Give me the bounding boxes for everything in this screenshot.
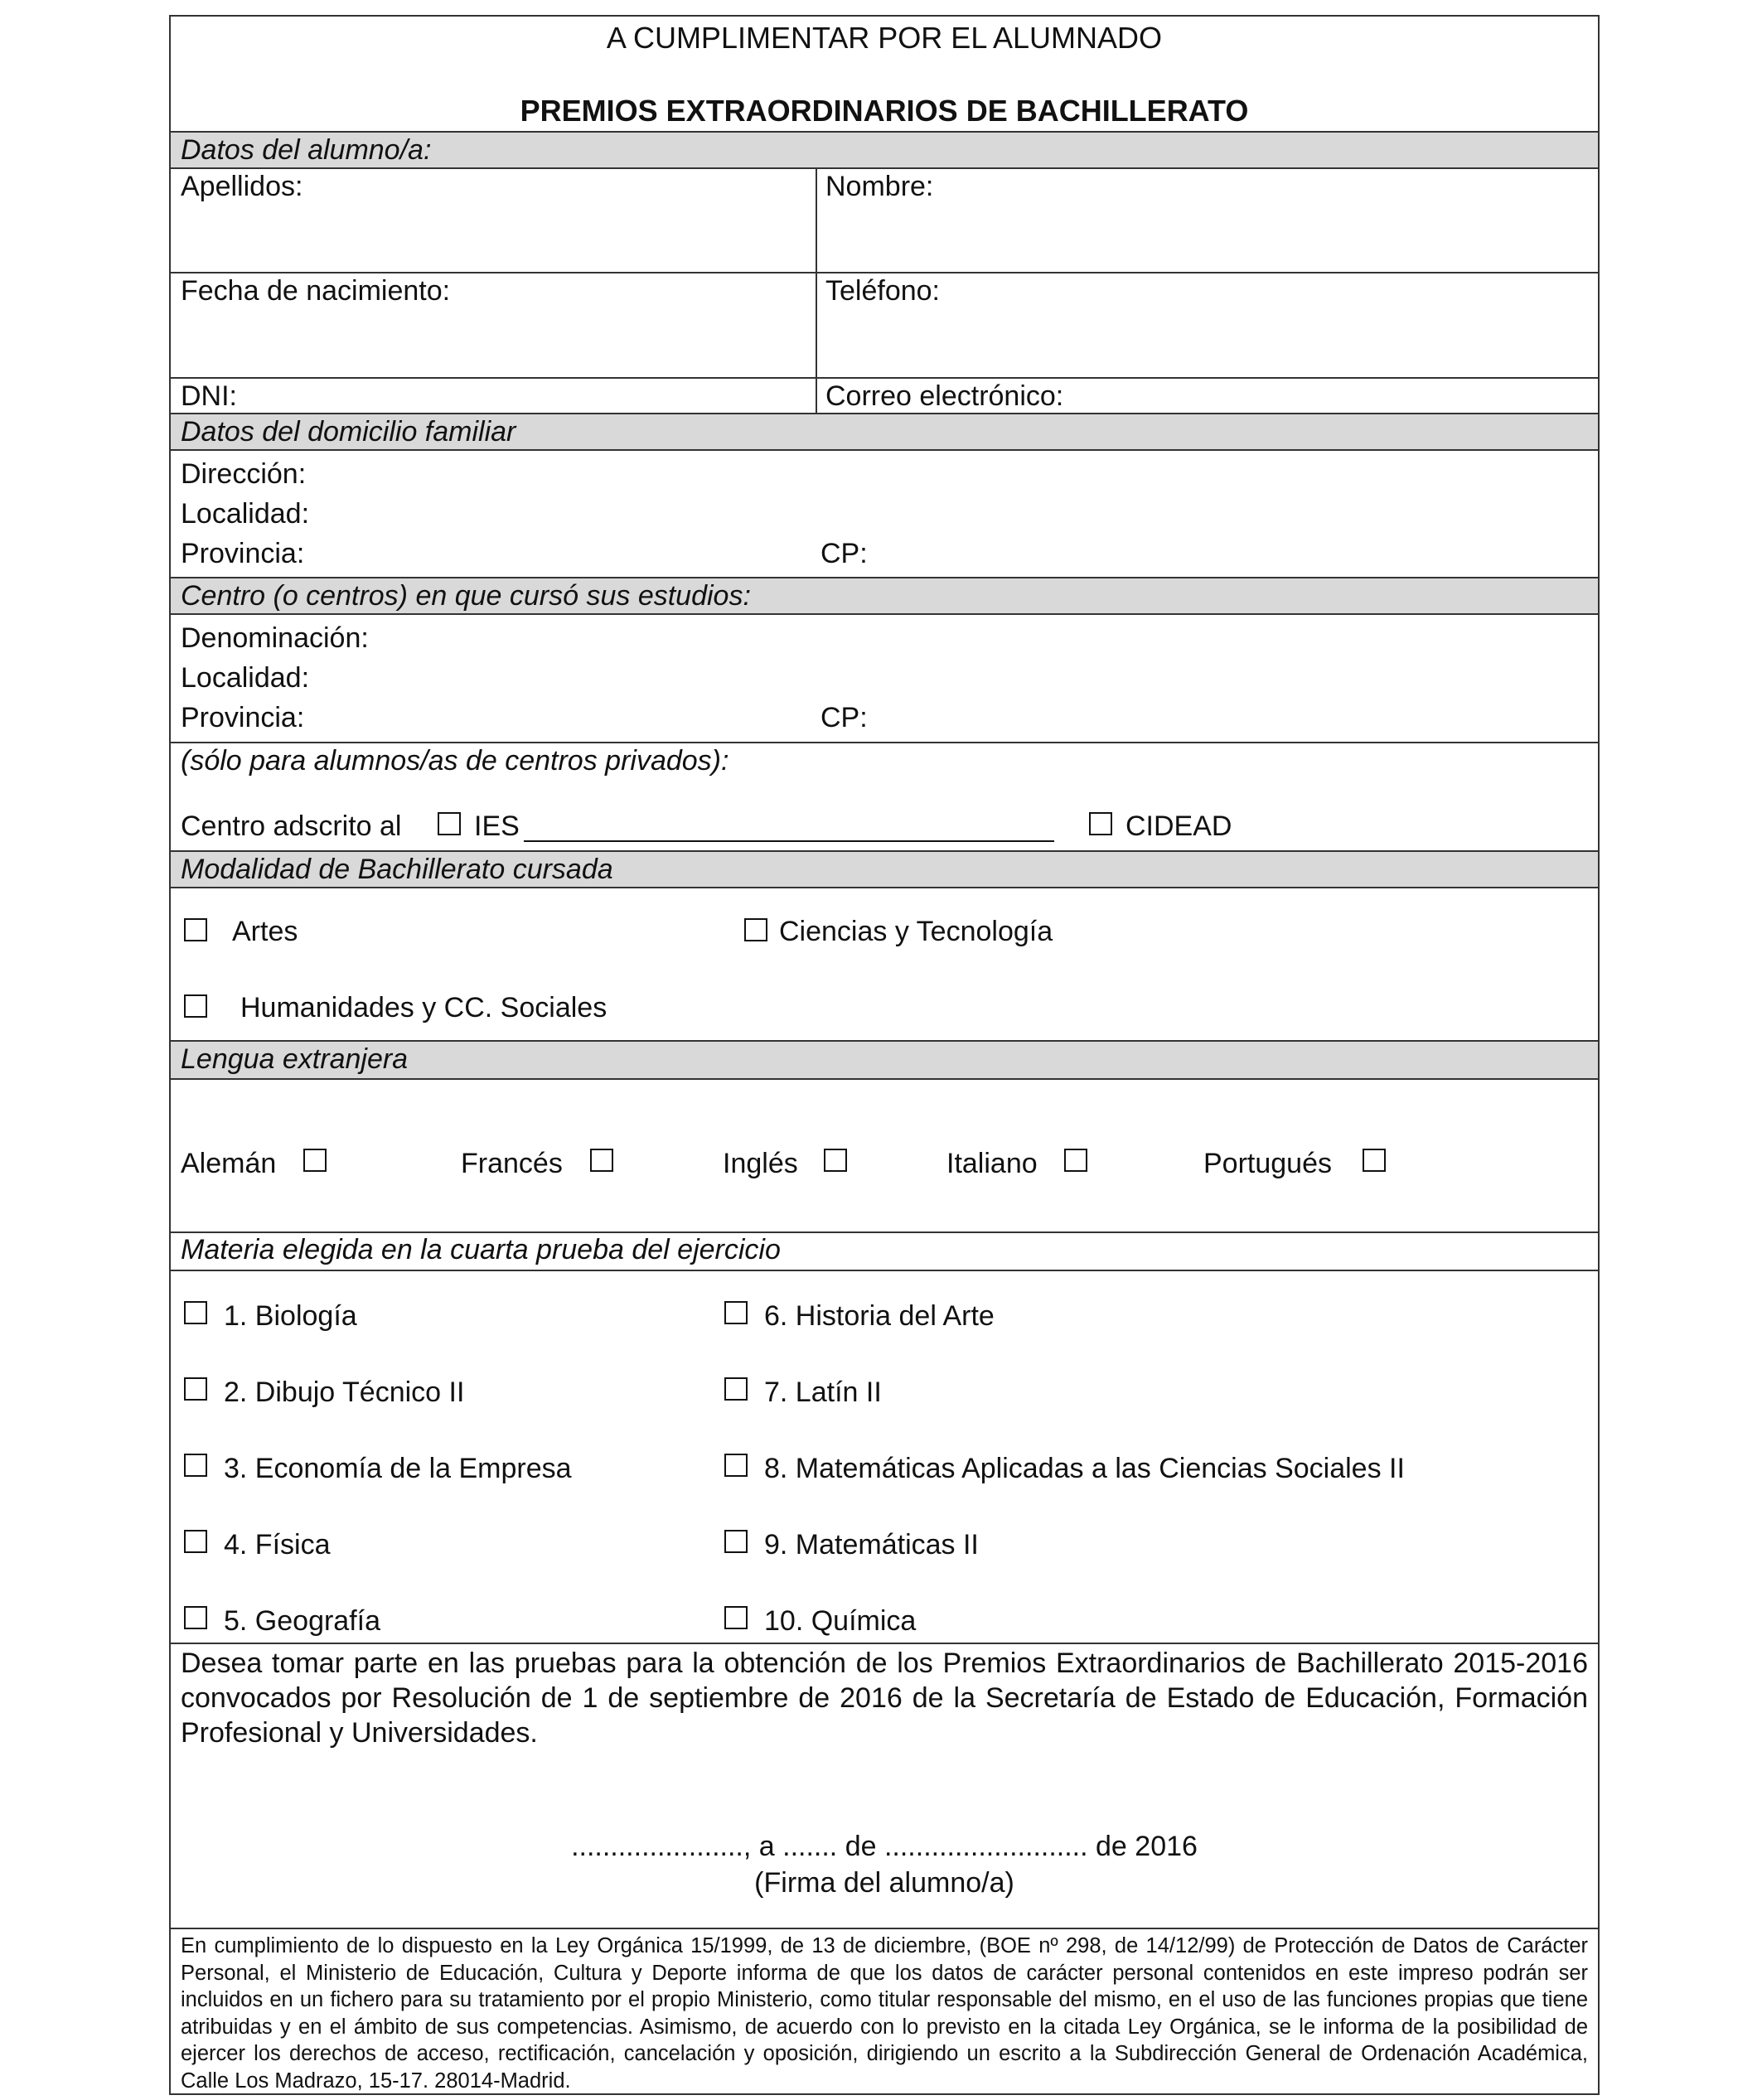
lengua-aleman-checkbox[interactable]: [303, 1149, 327, 1172]
materia-6-checkbox[interactable]: [724, 1301, 748, 1324]
materia-8-checkbox[interactable]: [724, 1454, 748, 1477]
section-title-lengua: Lengua extranjera: [181, 1043, 409, 1075]
label-telefono: Teléfono:: [825, 275, 940, 307]
label-lengua-frances: Francés: [461, 1148, 563, 1179]
materia-7-checkbox[interactable]: [724, 1377, 748, 1401]
materia-4-checkbox[interactable]: [184, 1530, 207, 1553]
materia-1-checkbox[interactable]: [184, 1301, 207, 1324]
materia-3-checkbox[interactable]: [184, 1454, 207, 1477]
label-materia-5: 5. Geografía: [224, 1605, 381, 1637]
label-localidad: Localidad:: [181, 498, 310, 530]
cidead-checkbox[interactable]: [1089, 812, 1112, 835]
label-materia-2: 2. Dibujo Técnico II: [224, 1377, 465, 1408]
label-materia-3: 3. Economía de la Empresa: [224, 1453, 572, 1484]
section-title-domicilio: Datos del domicilio familiar: [181, 416, 516, 448]
divider: [171, 272, 1598, 273]
label-lengua-portugues: Portugués: [1203, 1148, 1332, 1179]
label-lengua-ingles: Inglés: [723, 1148, 798, 1179]
label-centro-cp: CP:: [820, 702, 868, 733]
label-materia-10: 10. Química: [764, 1605, 917, 1637]
label-materia-1: 1. Biología: [224, 1300, 357, 1332]
legal-notice: En cumplimiento de lo dispuesto en la Ley Orgánica 15/1999, de 13 de diciembre, (BOE nº 298, de 14/12/99) de Protección de Datos de Carácter Personal, el Ministerio de Educación, Cultura y Deporte informa de que los datos de carácter personal contenidos en este impreso podrán ser incluidos en un fichero para su tratamiento por el propio Ministerio, como titular responsable del mismo, en el uso de las funciones propias que tiene atribuidas y en el ámbito de sus competencias. Asimismo, de acuerdo con lo previsto en la citada Ley Orgánica, se le informa de la posibilidad de ejercer los derechos de acceso, rectificación, cancelación y oposición, dirigiendo un escrito a la Subdirección General de Ordenación Académica, Calle Los Madrazo, 15-17. 28014-Madrid.: [181, 1934, 1588, 2093]
section-title-materia: Materia elegida en la cuarta prueba del ejercicio: [181, 1234, 781, 1265]
section-title-modalidad: Modalidad de Bachillerato cursada: [181, 854, 613, 885]
divider: [171, 449, 1598, 451]
label-centro-provincia: Provincia:: [181, 702, 305, 733]
label-correo: Correo electrónico:: [825, 380, 1064, 412]
label-provincia: Provincia:: [181, 538, 305, 569]
label-centro-localidad: Localidad:: [181, 662, 310, 694]
label-artes: Artes: [232, 916, 298, 947]
lengua-frances-checkbox[interactable]: [590, 1149, 613, 1172]
ies-name-line[interactable]: [524, 840, 1054, 842]
label-lengua-aleman: Alemán: [181, 1148, 277, 1179]
label-materia-7: 7. Latín II: [764, 1377, 882, 1408]
divider: [171, 1928, 1598, 1929]
date-line: ......................, a ....... de .......................... de 2016: [571, 1831, 1198, 1862]
section-title-centro: Centro (o centros) en que cursó sus estudios:: [181, 580, 751, 612]
divider: [171, 742, 1598, 743]
label-fecha-nacimiento: Fecha de nacimiento:: [181, 275, 451, 307]
section-title-student: Datos del alumno/a:: [181, 134, 432, 166]
label-ies: IES: [474, 810, 520, 842]
label-materia-4: 4. Física: [224, 1529, 331, 1560]
divider: [171, 1643, 1598, 1644]
label-humanidades: Humanidades y CC. Sociales: [240, 992, 608, 1023]
divider: [171, 167, 1598, 169]
materia-2-checkbox[interactable]: [184, 1377, 207, 1401]
label-cidead: CIDEAD: [1125, 810, 1232, 842]
label-direccion: Dirección:: [181, 458, 307, 490]
label-materia-9: 9. Matemáticas II: [764, 1529, 979, 1560]
label-cp: CP:: [820, 538, 868, 569]
divider: [171, 377, 1598, 379]
materia-5-checkbox[interactable]: [184, 1606, 207, 1629]
declaration-text: Desea tomar parte en las pruebas para la obtención de los Premios Extraordinarios de Bachillerato 2015-2016 convocados por Resolución de 1 de septiembre de 2016 de la Secretaría de Estado de Educación, Formación Profesional y Universidades.: [181, 1648, 1588, 1749]
label-materia-8: 8. Matemáticas Aplicadas a las Ciencias Sociales II: [764, 1453, 1405, 1484]
materia-9-checkbox[interactable]: [724, 1530, 748, 1553]
label-nombre: Nombre:: [825, 171, 934, 202]
lengua-italiano-checkbox[interactable]: [1064, 1149, 1087, 1172]
label-lengua-italiano: Italiano: [946, 1148, 1038, 1179]
label-dni: DNI:: [181, 380, 237, 412]
label-apellidos: Apellidos:: [181, 171, 303, 202]
materia-10-checkbox[interactable]: [724, 1606, 748, 1629]
modalidad-artes-checkbox[interactable]: [184, 918, 207, 941]
divider: [171, 1078, 1598, 1080]
ies-checkbox[interactable]: [438, 812, 461, 835]
privados-note: (sólo para alumnos/as de centros privados):: [181, 745, 729, 777]
modalidad-ciencias-checkbox[interactable]: [744, 918, 767, 941]
divider: [171, 613, 1598, 615]
application-form: [169, 15, 1600, 2095]
label-ciencias: Ciencias y Tecnología: [779, 916, 1053, 947]
divider: [171, 887, 1598, 888]
label-centro-adscrito: Centro adscrito al: [181, 810, 402, 842]
form-header-title: A CUMPLIMENTAR POR EL ALUMNADO: [606, 21, 1163, 55]
label-denominacion: Denominación:: [181, 622, 369, 654]
signature-label: (Firma del alumno/a): [754, 1867, 1014, 1899]
label-materia-6: 6. Historia del Arte: [764, 1300, 995, 1332]
form-title: PREMIOS EXTRAORDINARIOS DE BACHILLERATO: [520, 94, 1249, 128]
lengua-ingles-checkbox[interactable]: [824, 1149, 847, 1172]
lengua-portugues-checkbox[interactable]: [1363, 1149, 1386, 1172]
modalidad-humanidades-checkbox[interactable]: [184, 994, 207, 1018]
divider: [171, 1270, 1598, 1271]
